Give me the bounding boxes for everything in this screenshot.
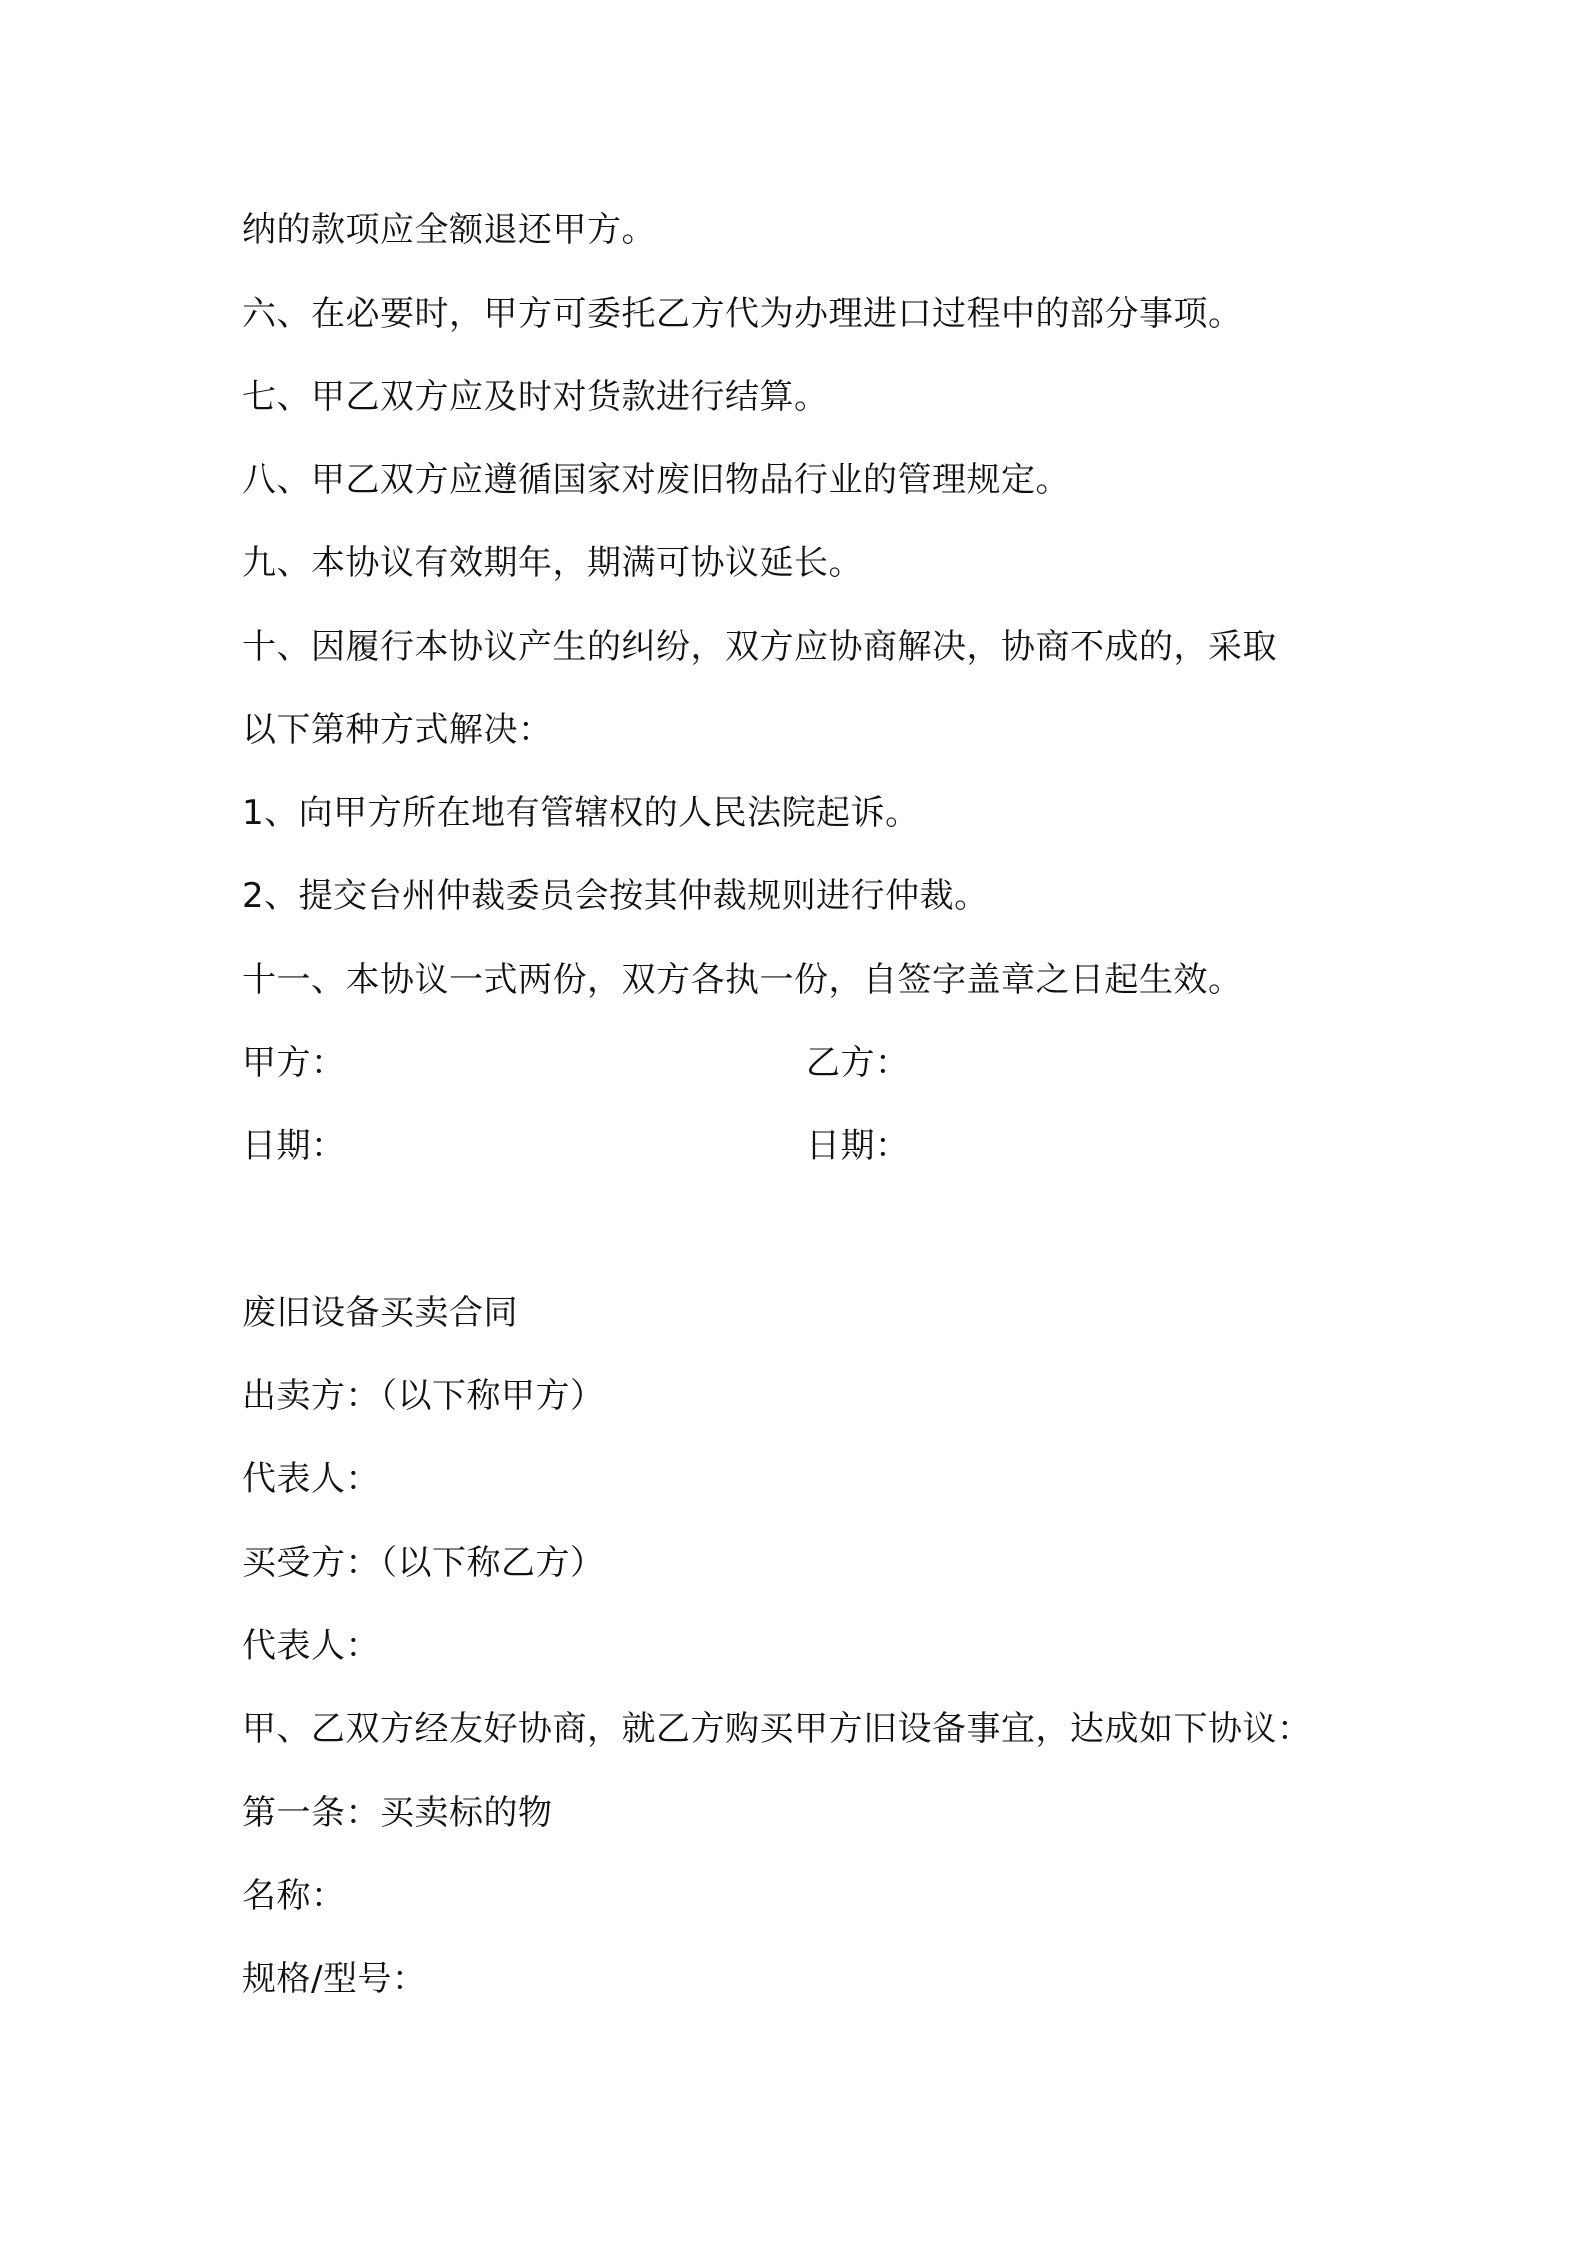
seller-label: 出卖方：（以下称甲方） [242,1376,605,1416]
party-b-date-label: 日期： [806,1126,910,1166]
contract-title: 废旧设备买卖合同 [242,1293,518,1333]
clause-10: 十、因履行本协议产生的纠纷，双方应协商解决，协商不成的，采取 [242,627,1277,667]
buyer-representative-label: 代表人： [242,1626,380,1666]
buyer-label: 买受方：（以下称乙方） [242,1543,605,1583]
paragraph-line: 纳的款项应全额退还甲方。 [242,210,656,250]
clause-10-continued: 以下第种方式解决： [242,710,553,750]
seller-representative-label: 代表人： [242,1459,380,1499]
article-1-heading: 第一条：买卖标的物 [242,1793,553,1833]
party-a-date-label: 日期： [242,1126,346,1166]
clause-9: 九、本协议有效期年，期满可协议延长。 [242,543,863,583]
clause-10-option-2: 2、提交台州仲裁委员会按其仲裁规则进行仲裁。 [242,876,989,916]
clause-7: 七、甲乙双方应及时对货款进行结算。 [242,377,829,417]
party-a-signature-label: 甲方： [242,1043,346,1083]
clause-11: 十一、本协议一式两份，双方各执一份，自签字盖章之日起生效。 [242,960,1243,1000]
item-model-label: 规格/型号： [242,1959,427,1999]
clause-8: 八、甲乙双方应遵循国家对废旧物品行业的管理规定。 [242,460,1070,500]
clause-6: 六、在必要时，甲方可委托乙方代为办理进口过程中的部分事项。 [242,294,1243,334]
item-name-label: 名称： [242,1876,346,1916]
clause-10-option-1: 1、向甲方所在地有管辖权的人民法院起诉。 [242,793,920,833]
party-b-signature-label: 乙方： [806,1043,910,1083]
agreement-intro: 甲、乙双方经友好协商，就乙方购买甲方旧设备事宜，达成如下协议： [242,1709,1312,1749]
